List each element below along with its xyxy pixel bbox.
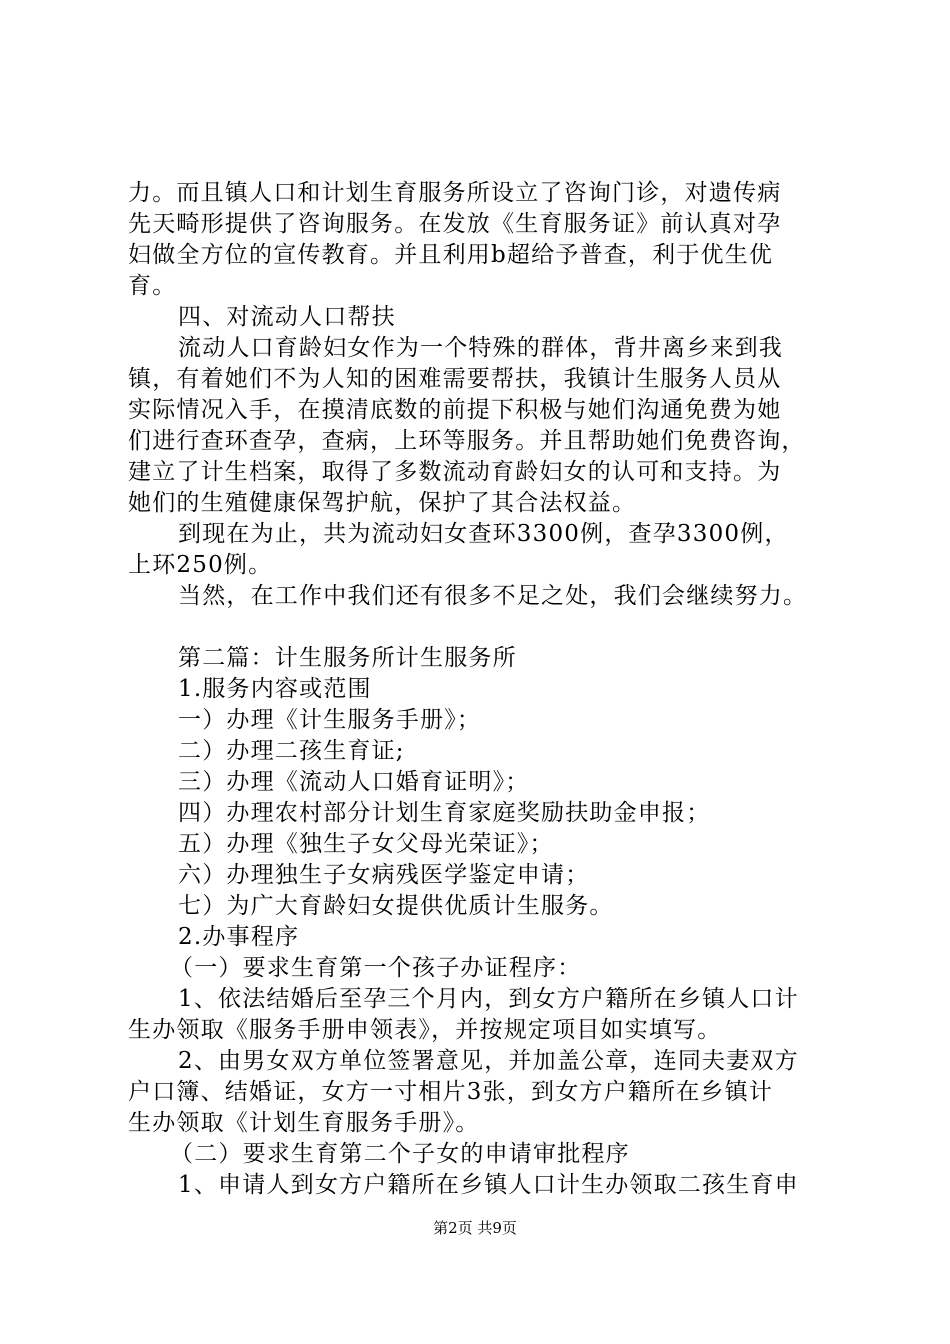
list-item: 七）为广大育龄妇女提供优质计生服务。: [178, 893, 614, 919]
body-line: 育。: [128, 273, 177, 299]
subsection-heading: （一）要求生育第一个孩子办证程序：: [170, 955, 582, 981]
body-line: 建立了计生档案，取得了多数流动育龄妇女的认可和支持。为: [128, 459, 782, 485]
body-line: 流动人口育龄妇女作为一个特殊的群体，背井离乡来到我: [178, 335, 783, 361]
body-line: 妇做全方位的宣传教育。并且利用b超给予普查，利于优生优: [128, 242, 774, 268]
body-line: 她们的生殖健康保驾护航，保护了其合法权益。: [128, 490, 637, 516]
body-line: 生办领取《服务手册申领表》，并按规定项目如实填写。: [128, 1017, 722, 1043]
list-item: 五）办理《独生子女父母光荣证》；: [178, 831, 554, 857]
body-line: 实际情况入手，在摸清底数的前提下积极与她们沟通免费为她: [128, 397, 782, 423]
list-item: 二）办理二孩生育证;: [178, 738, 405, 764]
list-item: 三）办理《流动人口婚育证明》；: [178, 769, 530, 795]
body-line: 到现在为止，共为流动妇女查环3300例，查孕3300例，: [178, 521, 789, 547]
body-line: 镇，有着她们不为人知的困难需要帮扶，我镇计生服务人员从: [128, 366, 782, 392]
subsection-heading: （二）要求生育第二个子女的申请审批程序: [170, 1141, 630, 1167]
body-line: 1、依法结婚后至孕三个月内，到女方户籍所在乡镇人口计: [178, 986, 799, 1012]
section-heading: 四、对流动人口帮扶: [178, 304, 396, 330]
body-line: 当然，在工作中我们还有很多不足之处，我们会继续努力。: [178, 583, 808, 609]
section-heading: 1.服务内容或范围: [178, 676, 372, 702]
body-line: 力。而且镇人口和计划生育服务所设立了咨询门诊，对遗传病: [128, 180, 782, 206]
list-item: 四）办理农村部分计划生育家庭奖励扶助金申报；: [178, 800, 711, 826]
body-line: 1、申请人到女方户籍所在乡镇人口计生办领取二孩生育申: [178, 1172, 799, 1198]
body-line: 上环250例。: [128, 552, 273, 578]
section-heading: 2.办事程序: [178, 924, 300, 950]
list-item: 一）办理《计生服务手册》；: [178, 707, 482, 733]
body-line: 们进行查环查孕，查病，上环等服务。并且帮助她们免费咨询，: [128, 428, 806, 454]
chapter-heading: 第二篇：计生服务所计生服务所: [178, 645, 517, 671]
body-line: 2、由男女双方单位签署意见，并加盖公章，连同夫妻双方: [178, 1048, 799, 1074]
body-line: 生办领取《计划生育服务手册》。: [128, 1110, 480, 1136]
body-line: 户口簿、结婚证，女方一寸相片3张，到女方户籍所在乡镇计: [128, 1079, 774, 1105]
list-item: 六）办理独生子女病残医学鉴定申请；: [178, 862, 590, 888]
page-number: 第2页 共9页: [433, 1219, 517, 1237]
body-line: 先天畸形提供了咨询服务。在发放《生育服务证》前认真对孕: [128, 211, 782, 237]
